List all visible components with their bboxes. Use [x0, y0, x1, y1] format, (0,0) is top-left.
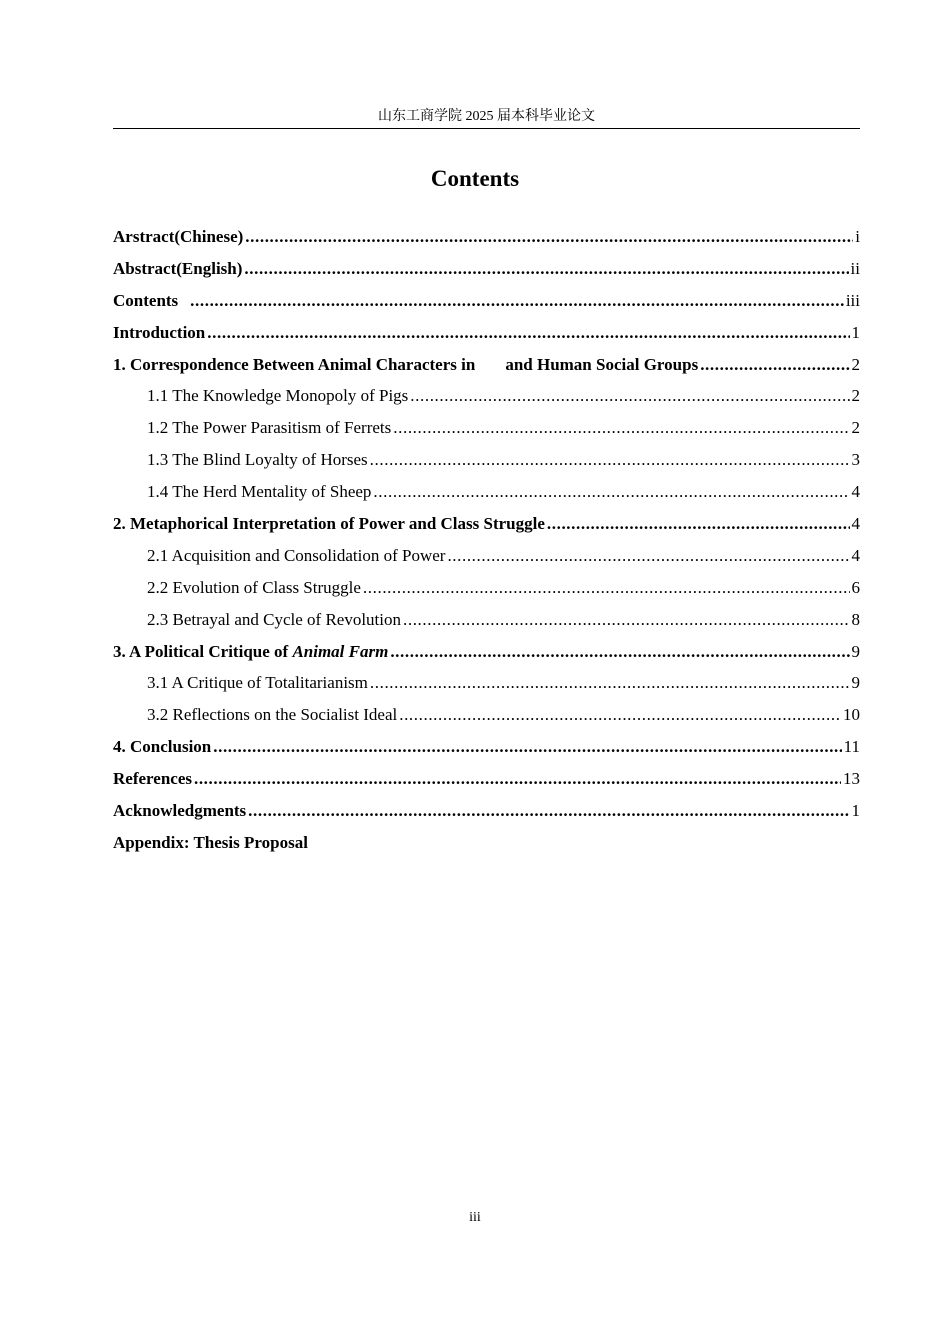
toc-entry-label: Arstract(Chinese) — [113, 227, 244, 246]
toc-entry-label: 3.1 A Critique of Totalitarianism — [147, 673, 368, 693]
toc-entry-section-1-3[interactable] — [113, 447, 860, 479]
dot-leader — [547, 511, 850, 537]
page-number: iii — [469, 1210, 481, 1225]
toc-entry-page: 11 — [843, 737, 860, 757]
toc-entry-label: References — [113, 769, 192, 789]
toc-entry-chapter-1[interactable] — [113, 352, 860, 384]
dot-leader — [244, 256, 848, 282]
toc-entry-acknowledgments[interactable] — [113, 798, 860, 830]
dot-leader — [194, 766, 841, 792]
toc-entry-section-2-2[interactable] — [113, 575, 860, 607]
toc-entry-label — [113, 352, 698, 378]
table-of-contents — [113, 224, 860, 862]
toc-entry-contents[interactable] — [113, 288, 860, 320]
toc-entry-page: 1 — [851, 801, 860, 821]
toc-entry-conclusion[interactable] — [113, 734, 860, 766]
chapter-1-title-part-b: and Human Social Groups — [505, 354, 699, 374]
toc-entry-page: 4 — [851, 482, 860, 502]
toc-entry-page: 1 — [851, 322, 860, 342]
dot-leader — [248, 798, 849, 824]
chapter-1-title-part-a: 1. Correspondence Between Animal Characters in — [113, 354, 476, 374]
dot-leader — [373, 479, 849, 505]
toc-entry-label: 1.1 The Knowledge Monopoly of Pigs — [147, 386, 409, 406]
toc-entry-label: Appendix: Thesis Proposal — [113, 832, 308, 852]
toc-entry-page: 3 — [851, 450, 860, 470]
toc-entry-label: 2. Metaphorical Interpretation of Power and Class Struggle — [113, 514, 545, 534]
header-text: 山东工商学院 2025 届本科毕业论文 — [378, 109, 595, 124]
dot-leader — [447, 543, 849, 569]
toc-entry-label: Abstract(English) — [113, 258, 243, 278]
toc-entry-label: 1.4 The Herd Mentality of Sheep — [147, 482, 372, 502]
toc-entry-page: 9 — [851, 673, 860, 693]
dot-leader — [207, 320, 849, 346]
toc-entry-introduction[interactable] — [113, 320, 860, 352]
toc-entry-page: i — [855, 227, 860, 246]
dot-leader — [700, 352, 849, 378]
toc-entry-page: 9 — [851, 641, 860, 661]
toc-entry-section-1-4[interactable] — [113, 479, 860, 511]
dot-leader — [390, 639, 849, 665]
toc-entry-section-1-1[interactable] — [113, 383, 860, 415]
chapter-3-title-prefix: 3. A Political Critique of — [113, 641, 289, 661]
toc-entry-references[interactable] — [113, 766, 860, 798]
toc-entry-page: ii — [850, 258, 860, 278]
toc-entry-chapter-2[interactable] — [113, 511, 860, 543]
toc-entry-page: 2 — [851, 354, 860, 374]
dot-leader — [403, 607, 850, 633]
dot-leader — [399, 702, 841, 728]
toc-entry-section-1-2[interactable] — [113, 415, 860, 447]
dot-leader — [213, 734, 841, 760]
toc-entry-label: 2.1 Acquisition and Consolidation of Power — [147, 545, 446, 565]
dot-leader — [393, 415, 849, 441]
toc-entry-section-2-3[interactable] — [113, 607, 860, 639]
toc-entry-page: 8 — [851, 609, 860, 629]
toc-entry-label: 1.2 The Power Parasitism of Ferrets — [147, 418, 392, 438]
toc-entry-page: 10 — [843, 705, 860, 725]
page-title: Contents — [430, 166, 520, 191]
page-header — [113, 108, 860, 129]
toc-entry-page: 4 — [851, 514, 860, 534]
dot-leader — [363, 575, 850, 601]
toc-entry-chapter-3[interactable] — [113, 639, 860, 671]
dot-leader — [190, 288, 844, 314]
toc-entry-label: Introduction — [113, 322, 206, 342]
toc-entry-page: 6 — [851, 577, 860, 597]
toc-entry-section-2-1[interactable] — [113, 543, 860, 575]
dot-leader — [370, 447, 850, 473]
dot-leader — [245, 224, 853, 250]
toc-entry-section-3-2[interactable] — [113, 702, 860, 734]
toc-entry-label — [113, 639, 388, 665]
dot-leader — [370, 670, 850, 696]
toc-entry-page: 4 — [851, 545, 860, 565]
toc-entry-abstract-english[interactable] — [113, 256, 860, 288]
dot-leader — [410, 383, 849, 409]
toc-entry-page: 13 — [843, 769, 860, 789]
toc-entry-page: iii — [845, 290, 860, 310]
toc-entry-label: 3.2 Reflections on the Socialist Ideal — [147, 705, 398, 725]
toc-entry-page: 2 — [851, 386, 860, 406]
chapter-3-title-italic: Animal Farm — [292, 641, 389, 661]
toc-entry-label: Contents — [113, 290, 179, 310]
toc-entry-section-3-1[interactable] — [113, 670, 860, 702]
toc-entry-appendix[interactable] — [113, 830, 860, 862]
toc-entry-label: 4. Conclusion — [113, 737, 212, 757]
toc-entry-label: 1.3 The Blind Loyalty of Horses — [147, 450, 368, 470]
toc-entry-label: 2.2 Evolution of Class Struggle — [147, 577, 361, 597]
toc-entry-label: Acknowledgments — [113, 801, 247, 821]
toc-entry-page: 2 — [851, 418, 860, 438]
toc-entry-label: 2.3 Betrayal and Cycle of Revolution — [147, 609, 401, 629]
toc-entry-arstract-chinese[interactable] — [113, 224, 860, 256]
